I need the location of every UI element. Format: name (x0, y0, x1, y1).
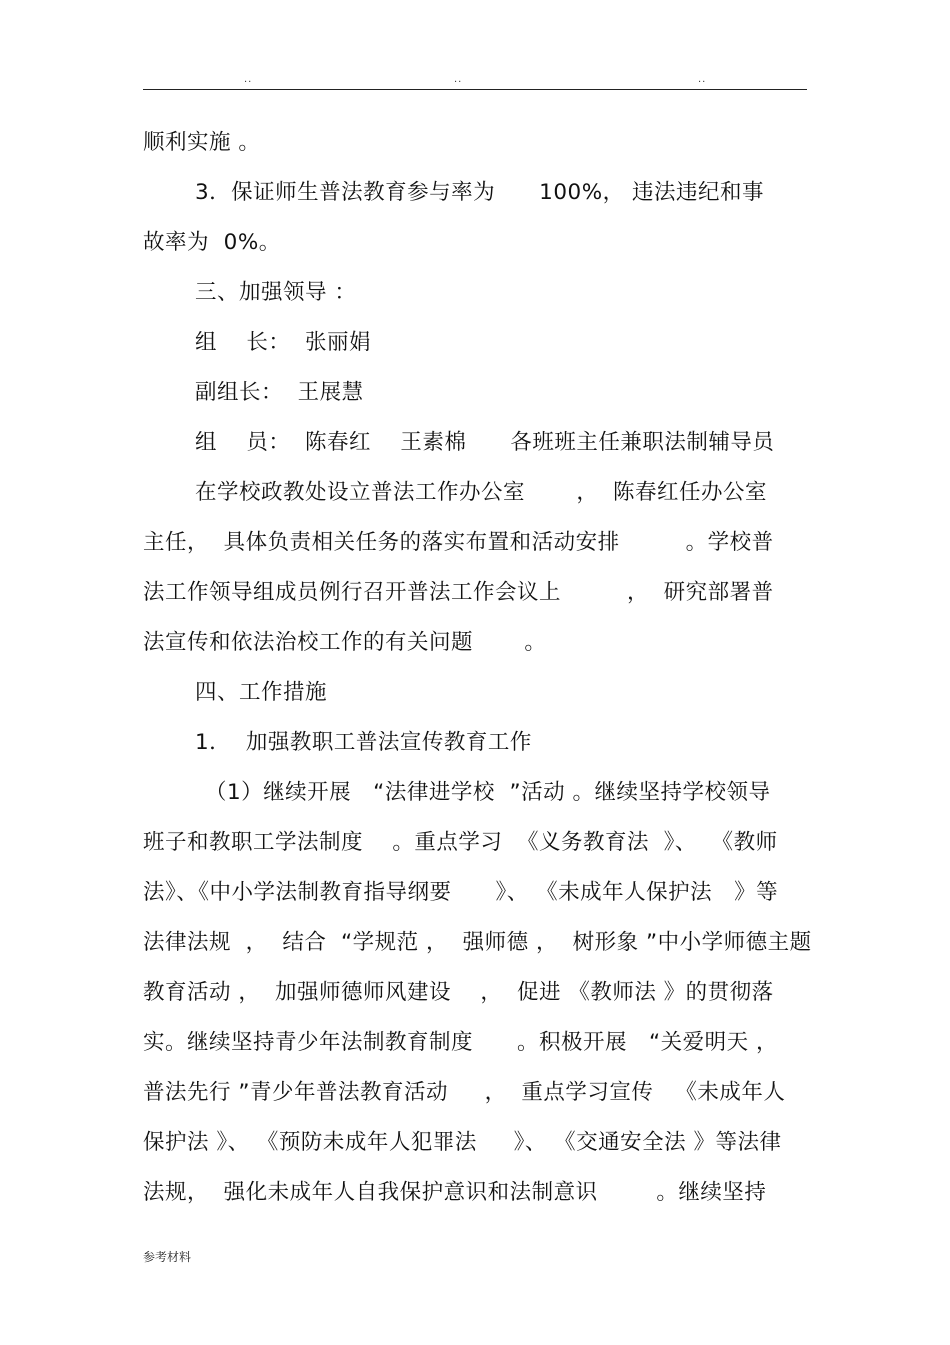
text-line: 法工作领导组成员例行召开普法工作会议上 ， 研究部署普 (143, 580, 774, 605)
header-mark-right: .. (698, 74, 707, 85)
text-line: 故率为 0%。 (143, 230, 281, 255)
section-heading: 三、加强领导 ： (195, 280, 357, 305)
text-line: 组 长： 张丽娟 (195, 330, 372, 355)
text-line: 法律法规 ， 结合 “学规范 ， 强师德 ， 树形象 ”中小学师德主题 (143, 930, 812, 955)
section-heading: 四、工作措施 (195, 680, 328, 705)
text-line: 普法先行 ”青少年普法教育活动 ， 重点学习宣传 《未成年人 (143, 1080, 786, 1105)
text-line: 法规， 强化未成年人自我保护意识和法制意识 。继续坚持 (143, 1180, 767, 1205)
document-body (143, 118, 812, 1218)
text-line: 副组长： 王展慧 (195, 380, 364, 405)
text-line: 在学校政教处设立普法工作办公室 ， 陈春红任办公室 (195, 480, 768, 505)
header-mark-left: .. (244, 74, 253, 85)
text-line: 法》、《中小学法制教育指导纲要 》、 《未成年人保护法 》等 (143, 880, 779, 905)
subsection-heading: 1． 加强教职工普法宣传教育工作 (195, 730, 532, 755)
text-line: 保护法 》、 《预防未成年人犯罪法 》、 《交通安全法 》等法律 (143, 1130, 782, 1155)
text-line: 组 员： 陈春红 王素棉 各班班主任兼职法制辅导员 (195, 430, 775, 455)
text-line: 3．保证师生普法教育参与率为 100%， 违法违纪和事 (195, 180, 764, 205)
text-line: 班子和教职工学法制度 。重点学习 《义务教育法 》、 《教师 (143, 830, 778, 855)
text-line: 法宣传和依法治校工作的有关问题 。 (143, 630, 547, 655)
text-line: 教育活动 ， 加强师德师风建设 ， 促进 《教师法 》的贯彻落 (143, 980, 774, 1005)
text-line: 主任， 具体负责相关任务的落实布置和活动安排 。学校普 (143, 530, 774, 555)
header-rule (143, 89, 807, 90)
text-line: 顺利实施 。 (143, 130, 261, 155)
text-line: （1）继续开展 “法律进学校 ”活动 。继续坚持学校领导 (205, 780, 771, 805)
text-line: 实。继续坚持青少年法制教育制度 。积极开展 “关爱明天 ， (143, 1030, 778, 1055)
header-mark-center: .. (454, 74, 463, 85)
footer-label: 参考材料 (143, 1250, 192, 1264)
